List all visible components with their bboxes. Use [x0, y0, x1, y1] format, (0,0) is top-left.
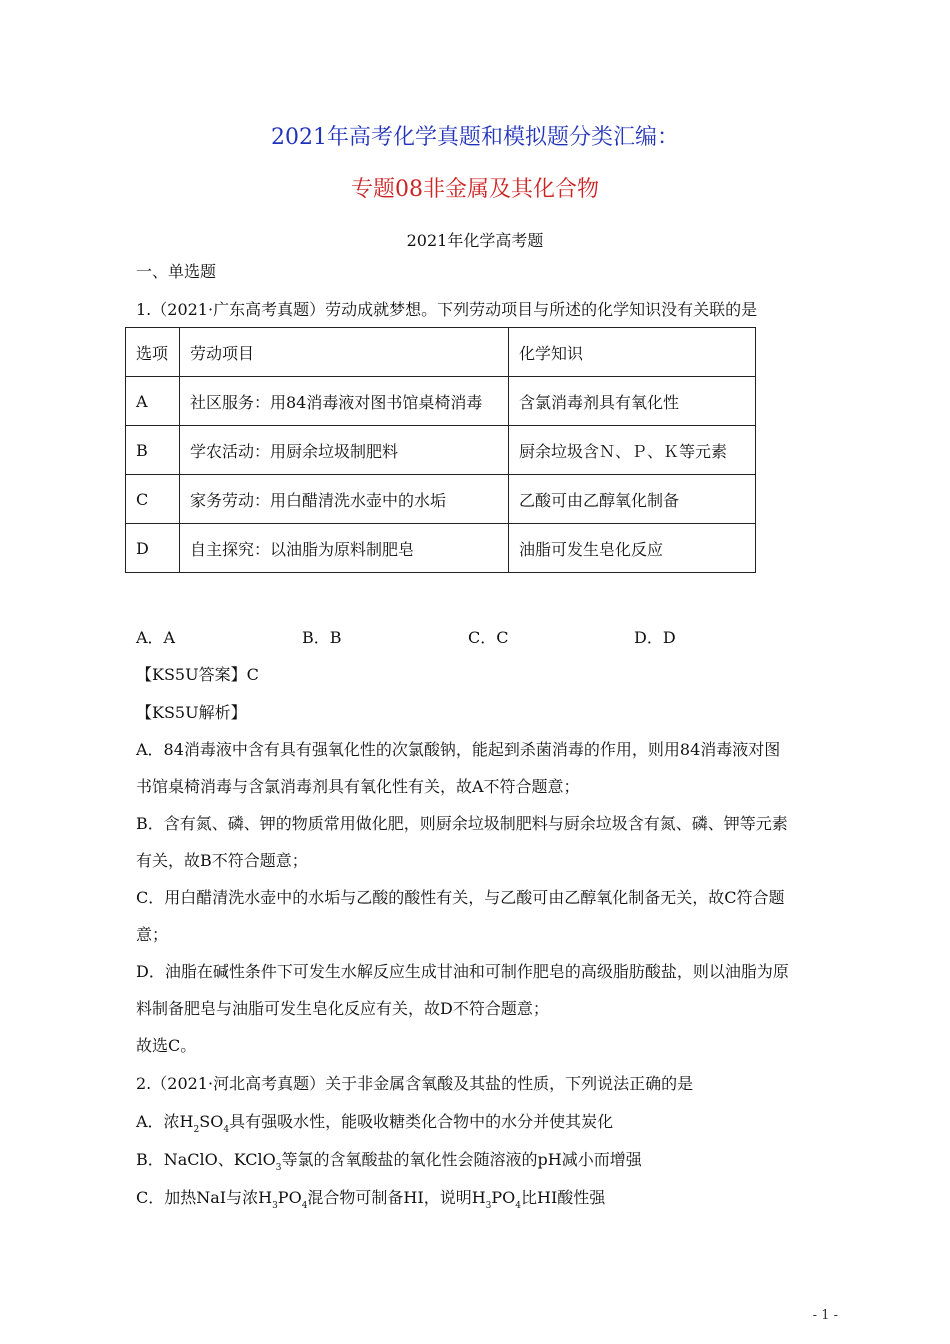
table-header-cell: 劳动项目: [180, 328, 509, 377]
question-2-option-c: C．加热NaI与浓$H_3PO_4$混合物可制备HI，说明$H_3PO_4$比HI酸性强: [136, 1188, 606, 1211]
analysis-line: 有关，故B不符合题意；: [136, 851, 308, 870]
table-header-cell: 化学知识: [509, 328, 756, 377]
option-d: D．D: [634, 628, 676, 647]
question-2-option-a: A．浓$H_2SO_4$具有强吸水性，能吸收糖类化合物中的水分并使其炭化: [136, 1112, 614, 1135]
part-heading: 一、单选题: [136, 262, 217, 281]
table-row: [126, 377, 756, 426]
analysis-line: 故选C。: [136, 1036, 197, 1055]
analysis-line: D．油脂在碱性条件下可发生水解反应生成甘油和可制作肥皂的高级脂肪酸盐，则以油脂为原: [136, 962, 789, 981]
table-cell: 家务劳动：用白醋清洗水壶中的水垢: [180, 475, 509, 524]
table-cell: 油脂可发生皂化反应: [509, 524, 756, 573]
option-b: B．B: [302, 628, 342, 647]
analysis-line: 料制备肥皂与油脂可发生皂化反应有关，故D不符合题意；: [136, 999, 549, 1018]
page-number: - 1 -: [812, 1308, 838, 1323]
topic-title: 专题08非金属及其化合物: [351, 177, 599, 202]
question-1-table: [125, 327, 756, 573]
table-row: [126, 524, 756, 573]
analysis-line: B．含有氮、磷、钾的物质常用做化肥，则厨余垃圾制肥料与厨余垃圾含有氮、磷、钾等元素: [136, 814, 788, 833]
analysis-line: 书馆桌椅消毒与含氯消毒剂具有氧化性有关，故A不符合题意；: [136, 777, 580, 796]
table-cell: 厨余垃圾含Ｎ、Ｐ、Ｋ等元素: [509, 426, 756, 475]
table-header-cell: 选项: [126, 328, 180, 377]
table-cell: D: [126, 524, 180, 573]
section-title: 2021年化学高考题: [406, 231, 544, 250]
option-a: A．A: [136, 628, 176, 647]
table-cell: 学农活动：用厨余垃圾制肥料: [180, 426, 509, 475]
table-cell: 乙酸可由乙醇氧化制备: [509, 475, 756, 524]
table-cell: 自主探究：以油脂为原料制肥皂: [180, 524, 509, 573]
analysis-line: A．84消毒液中含有具有强氧化性的次氯酸钠，能起到杀菌消毒的作用，则用84消毒液对图: [136, 740, 781, 759]
table-cell: B: [126, 426, 180, 475]
option-c: C．C: [468, 628, 509, 647]
analysis-line: C．用白醋清洗水壶中的水垢与乙酸的酸性有关，与乙酸可由乙醇氧化制备无关，故C符合题: [136, 888, 785, 907]
question-1-stem: 1.（2021·广东高考真题）劳动成就梦想。下列劳动项目与所述的化学知识没有关联的是: [136, 300, 758, 319]
table-cell: 含氯消毒剂具有氧化性: [509, 377, 756, 426]
table-cell: 社区服务：用84消毒液对图书馆桌椅消毒: [180, 377, 509, 426]
table-cell: A: [126, 377, 180, 426]
table-row: [126, 475, 756, 524]
analysis-label: 【KS5U解析】: [136, 703, 247, 722]
table-row: [126, 426, 756, 475]
document-title: 2021年高考化学真题和模拟题分类汇编：: [271, 125, 679, 150]
answer-line: 【KS5U答案】C: [136, 665, 259, 684]
question-2-option-b: B．NaClO、KClO$_3$等氯的含氧酸盐的氧化性会随溶液的pH减小而增强: [136, 1150, 642, 1173]
table-header-row: [126, 328, 756, 377]
analysis-line: 意；: [136, 925, 169, 944]
table-cell: C: [126, 475, 180, 524]
question-2-stem: 2.（2021·河北高考真题）关于非金属含氧酸及其盐的性质，下列说法正确的是: [136, 1074, 694, 1093]
